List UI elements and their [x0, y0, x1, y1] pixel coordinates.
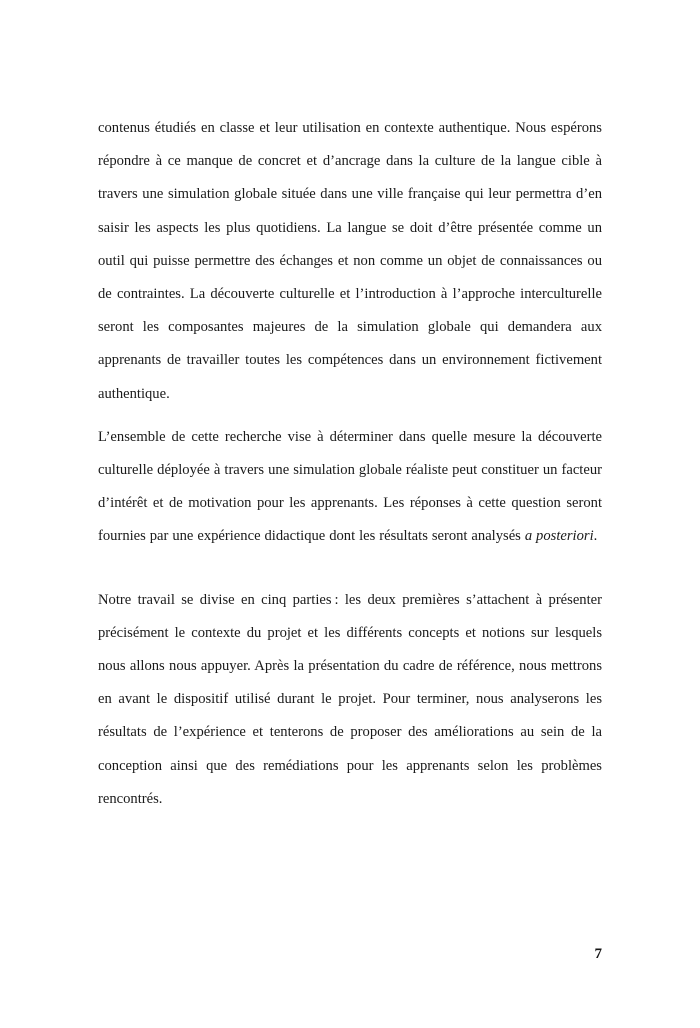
- page-number: 7: [594, 946, 602, 962]
- paragraph-1: contenus étudiés en classe et leur utilisation en contexte authentique. Nous espérons répondre à ce manque de concret et d’ancrage dans la culture de la langue cible à travers une simulation globale située dans une ville française qui leur permettra d’en saisir les aspects les plus quotidiens. La langue se doit d’être présentée comme un outil qui puisse permettre des échanges et non comme un objet de connaissances ou de contraintes. La découverte culturelle et l’introduction à l’approche interculturelle seront les composantes majeures de la simulation globale qui demandera aux apprenants de travailler toutes les compétences dans un environnement fictivement authentique.: [98, 120, 602, 402]
- paragraph-2: [98, 421, 602, 554]
- paragraph-2-text-before-italic: L’ensemble de cette recherche vise à déterminer dans quelle mesure la découverte culturelle déployée à travers une simulation globale réaliste peut constituer un facteur d’intérêt et de motivation pour les apprenants. Les réponses à cette question seront fournies par une expérience didactique dont les résultats seront analysés: [98, 428, 602, 545]
- paragraph-2-text-after-italic: .: [593, 528, 598, 545]
- latin-phrase-a-posteriori: a posteriori: [524, 528, 594, 545]
- body-text-column: [98, 112, 602, 816]
- paragraph-3: Notre travail se divise en cinq parties : les deux premières s’attachent à présenter précisément le contexte du projet et les différents concepts et notions sur lesquels nous allons nous appuyer. Après la présentation du cadre de référence, nous mettrons en avant le dispositif utilisé durant le projet. Pour terminer, nous analyserons les résultats de l’expérience et tenterons de proposer des améliorations au sein de la conception ainsi que des remédiations pour les apprenants selon les problèmes rencontrés.: [98, 591, 602, 807]
